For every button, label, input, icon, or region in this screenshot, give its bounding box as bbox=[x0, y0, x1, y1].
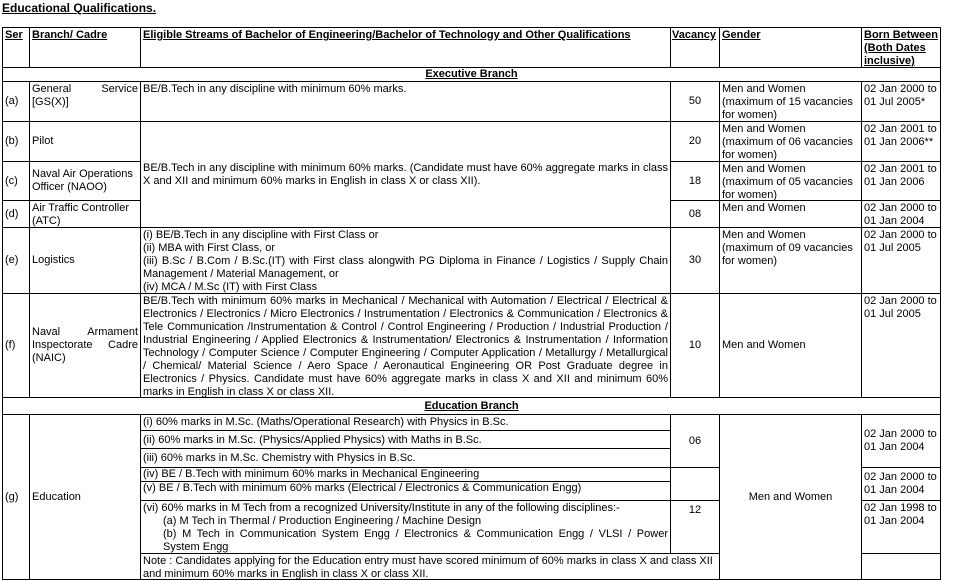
header-branch: Branch/ Cadre bbox=[29, 27, 141, 68]
header-streams: Eligible Streams of Bachelor of Engineering/Bachelor of Technology and Other Qualifications bbox=[140, 27, 671, 68]
row-d-branch: Air Traffic Controller (ATC) bbox=[29, 200, 141, 228]
row-f-gender: Men and Women bbox=[719, 293, 862, 398]
row-e-streams bbox=[140, 227, 671, 294]
row-g-qualification-6a: (a) M Tech in Thermal / Production Engineering / Machine Design bbox=[163, 515, 482, 527]
row-b-born: 02 Jan 2001 to 01 Jan 2006** bbox=[861, 121, 941, 162]
page-title: Educational Qualifications. bbox=[2, 1, 157, 15]
row-a-branch: General Service [GS(X)] bbox=[29, 81, 141, 122]
section-executive-branch: Executive Branch bbox=[2, 67, 941, 82]
header-ser: Ser bbox=[2, 27, 30, 68]
row-e-vacancy: 30 bbox=[670, 227, 720, 294]
row-g-born-1: 02 Jan 2000 to 01 Jan 2004 bbox=[861, 414, 941, 468]
header-born: Born Between (Both Dates inclusive) bbox=[861, 27, 941, 68]
row-a-vacancy: 50 bbox=[670, 81, 720, 122]
row-g-vacancy-1: 06 bbox=[670, 414, 720, 468]
row-a-streams: BE/B.Tech in any discipline with minimum 60% marks. bbox=[140, 81, 671, 122]
row-e-gender: Men and Women (maximum of 09 vacancies for women) bbox=[719, 227, 862, 294]
row-b-ser: (b) bbox=[2, 121, 30, 162]
row-g-qualification-3: (iii) 60% marks in M.Sc. Chemistry with Physics in B.Sc. bbox=[140, 448, 671, 468]
row-b-vacancy: 20 bbox=[670, 121, 720, 162]
row-g-qualification-1: (i) 60% marks in M.Sc. (Maths/Operational Research) with Physics in B.Sc. bbox=[140, 414, 671, 431]
row-g-vacancy-3: 12 bbox=[670, 467, 720, 554]
row-e-qualification-3: (iii) B.Sc / B.Com / B.Sc.(IT) with First class alongwith PG Diploma in Finance / Logistics / Supply Chain Management / Material Management, or bbox=[143, 255, 668, 280]
row-d-vacancy: 08 bbox=[670, 200, 720, 228]
row-g-qualification-6-intro: (vi) 60% marks in M Tech from a recognized University/Institute in any of the following disciplines:- bbox=[143, 502, 620, 514]
row-e-qualification-1: (i) BE/B.Tech in any discipline with First Class or bbox=[143, 229, 379, 241]
row-f-branch: Naval Armament Inspectorate Cadre (NAIC) bbox=[29, 293, 141, 398]
row-c-vacancy: 18 bbox=[670, 161, 720, 201]
row-d-gender: Men and Women bbox=[719, 200, 862, 228]
row-g-qualification-6b: (b) M Tech in Communication System Engg / Electronics & Communication Engg / VLSI / Power System Engg bbox=[163, 528, 668, 553]
row-a-born: 02 Jan 2000 to 01 Jul 2005* bbox=[861, 81, 941, 122]
row-d-ser: (d) bbox=[2, 200, 30, 228]
row-g-note: Note : Candidates applying for the Education entry must have scored minimum of 60% marks in class X and class XII and minimum 60% marks in English in class X or class XII. bbox=[140, 553, 720, 580]
section-education-branch: Education Branch bbox=[2, 397, 941, 415]
row-g-ser: (g) bbox=[2, 414, 30, 580]
row-bcd-streams: BE/B.Tech in any discipline with minimum 60% marks. (Candidate must have 60% aggregate marks in class X and XII and minimum 60% marks in English in class X or class XII). bbox=[140, 121, 671, 228]
row-g-qualification-4: (iv) BE / B.Tech with minimum 60% marks in Mechanical Engineering bbox=[140, 467, 671, 482]
row-e-qualification-2: (ii) MBA with First Class, or bbox=[143, 242, 276, 254]
header-vacancy: Vacancy bbox=[670, 27, 720, 68]
row-e-born: 02 Jan 2000 to 01 Jul 2005 bbox=[861, 227, 941, 294]
row-g-branch: Education bbox=[29, 414, 141, 580]
row-g-vacancy-2: 12 bbox=[670, 467, 720, 501]
row-g-born-2: 02 Jan 2000 to 01 Jan 2004 bbox=[861, 467, 941, 501]
row-g-born-3: 02 Jan 1998 to 01 Jan 2004 bbox=[861, 500, 941, 554]
row-c-gender: Men and Women (maximum of 05 vacancies for women) bbox=[719, 161, 862, 201]
row-b-branch: Pilot bbox=[29, 121, 141, 162]
row-a-gender: Men and Women (maximum of 15 vacancies for women) bbox=[719, 81, 862, 122]
row-b-gender: Men and Women (maximum of 06 vacancies for women) bbox=[719, 121, 862, 162]
row-e-ser: (e) bbox=[2, 227, 30, 294]
row-c-branch: Naval Air Operations Officer (NAOO) bbox=[29, 161, 141, 201]
row-c-ser: (c) bbox=[2, 161, 30, 201]
row-g-qualification-5: (v) BE / B.Tech with minimum 60% marks (Electrical / Electronics & Communication Engg) bbox=[140, 481, 671, 501]
row-g-qualification-6 bbox=[140, 500, 671, 554]
row-g-born-note-spacer bbox=[861, 553, 941, 580]
row-f-ser: (f) bbox=[2, 293, 30, 398]
row-e-qualification-4: (iv) MCA / M.Sc (IT) with First Class bbox=[143, 281, 318, 293]
row-f-streams: BE/B.Tech with minimum 60% marks in Mechanical / Mechanical with Automation / Electrical / Electrical & Electronics / Electronics / Micro Electronics / Instrumentation / Electronics & Communication / Electronics & Tele Communication /Instrumentation & Control / Control Engineering / Production / Industrial Production / Industrial Engineering / Applied Electronics & Instrumentation/ Electronics & Instrumentation / Information Technology / Computer Science / Computer Engineering / Computer Application / Metallurgy / Metallurgical / Chemical/ Material Science / Aero Space / Aeronautical Engineering OR Post Graduate degree in Electronics / Physics. Candidate must have 60% aggregate marks in class X and XII and minimum 60% marks in English in class X or class XII. bbox=[140, 293, 671, 398]
row-e-branch: Logistics bbox=[29, 227, 141, 294]
header-gender: Gender bbox=[719, 27, 862, 68]
row-f-vacancy: 10 bbox=[670, 293, 720, 398]
row-a-ser: (a) bbox=[2, 81, 30, 122]
row-d-born: 02 Jan 2000 to 01 Jan 2004 bbox=[861, 200, 941, 228]
row-g-gender: Men and Women bbox=[719, 414, 862, 580]
row-c-born: 02 Jan 2001 to 01 Jan 2006 bbox=[861, 161, 941, 201]
row-g-qualification-2: (ii) 60% marks in M.Sc. (Physics/Applied Physics) with Maths in B.Sc. bbox=[140, 430, 671, 449]
row-f-born: 02 Jan 2000 to 01 Jul 2005 bbox=[861, 293, 941, 398]
